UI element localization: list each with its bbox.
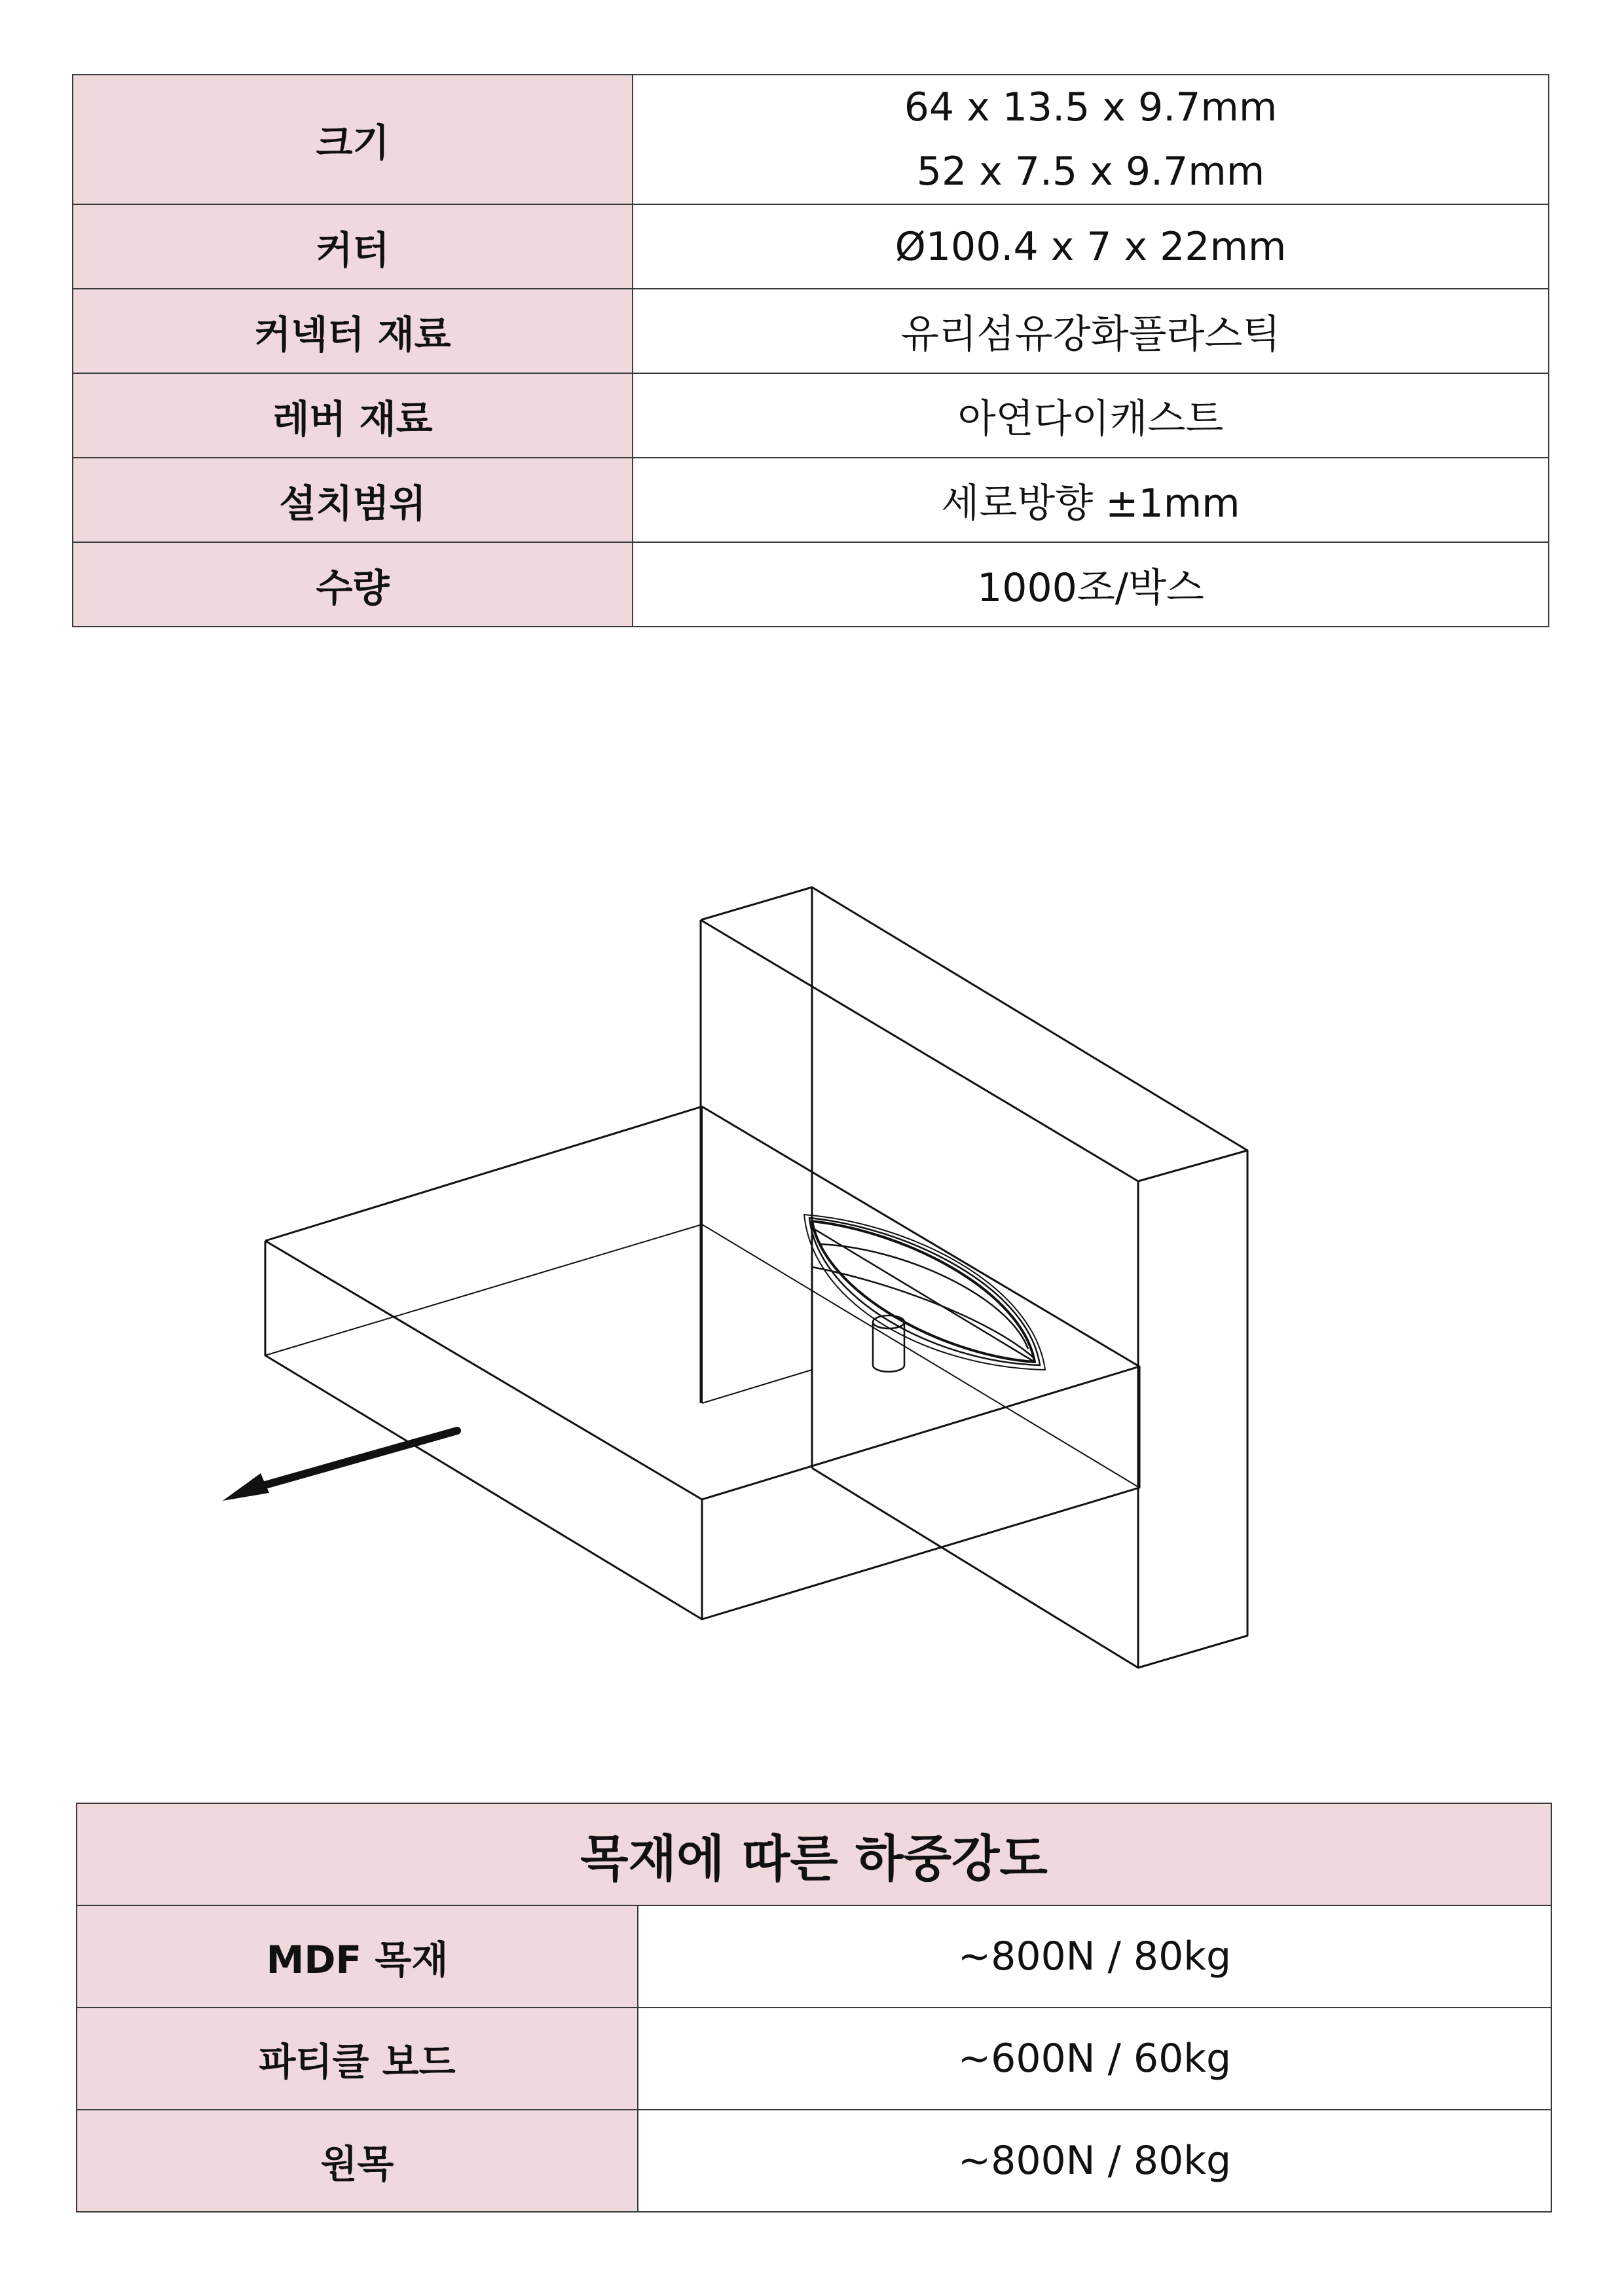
material-label: 원목 <box>77 2110 638 2212</box>
material-label: 파티클 보드 <box>77 2008 638 2110</box>
spec-value: Ø100.4 x 7 x 22mm <box>633 204 1549 289</box>
table-header-row <box>77 1803 1551 1905</box>
spec-label: 설치범위 <box>73 458 633 542</box>
arrow-left-icon <box>223 1431 457 1501</box>
load-value: ~800N / 80kg <box>638 2110 1551 2212</box>
table-row <box>73 204 1549 289</box>
spec-value: 유리섬유강화플라스틱 <box>633 289 1549 373</box>
spec-value: 세로방향 ±1mm <box>633 458 1549 542</box>
table-row <box>73 373 1549 458</box>
table-row <box>77 1905 1551 2008</box>
spec-value: 1000조/박스 <box>633 542 1549 627</box>
load-strength-table <box>76 1803 1552 2212</box>
spec-label: 커넥터 재료 <box>73 289 633 373</box>
load-value: ~600N / 60kg <box>638 2008 1551 2110</box>
spec-label: 크기 <box>73 75 633 204</box>
size-value-connector: 64 x 13.5 x 9.7mm <box>904 84 1278 130</box>
spec-table <box>72 74 1549 627</box>
material-label: MDF 목재 <box>77 1905 638 2008</box>
table-row <box>77 2110 1551 2212</box>
load-value: ~800N / 80kg <box>638 1905 1551 2008</box>
spec-label: 수량 <box>73 542 633 627</box>
load-table-title: 목재에 따른 하중강도 <box>77 1803 1551 1905</box>
spec-value: 아연다이캐스트 <box>633 373 1549 458</box>
spec-label: 레버 재료 <box>73 373 633 458</box>
table-row <box>73 75 1549 204</box>
table-row <box>73 458 1549 542</box>
table-row <box>73 289 1549 373</box>
table-row <box>77 2008 1551 2110</box>
spec-value <box>633 75 1549 204</box>
installation-diagram <box>196 864 1283 1689</box>
size-value-lever: 52 x 7.5 x 9.7mm <box>916 149 1265 194</box>
spec-label: 커터 <box>73 204 633 289</box>
table-row <box>73 542 1549 627</box>
